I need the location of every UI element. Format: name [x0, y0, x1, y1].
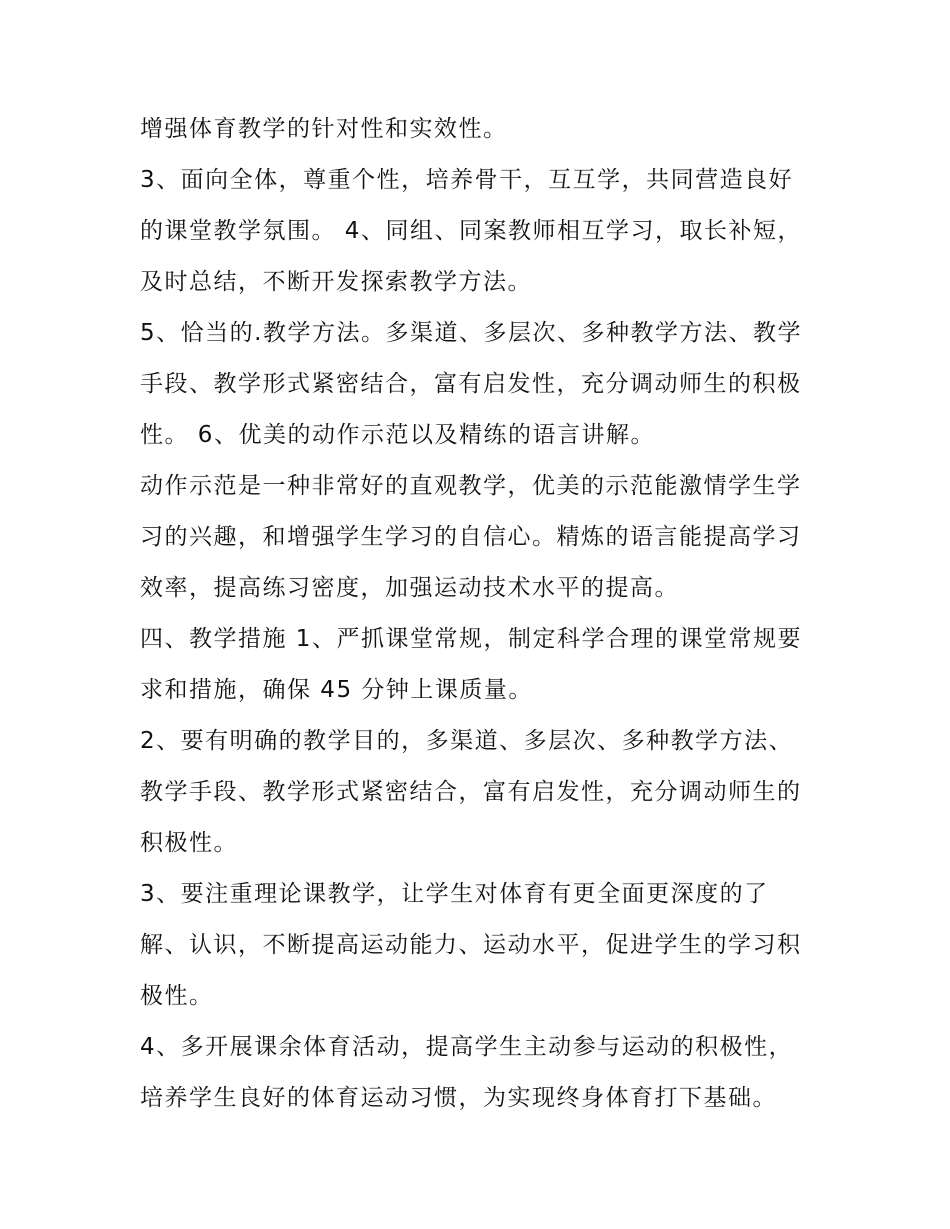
text-line: 3、面向全体，尊重个性，培养骨干，互互学，共同营造良好	[140, 167, 794, 193]
text-line: 积极性。	[140, 830, 238, 856]
text-line: 3、要注重理论课教学，让学生对体育有更全面更深度的了	[140, 881, 769, 907]
text-line: 培养学生良好的体育运动习惯，为实现终身体育打下基础。	[140, 1085, 777, 1111]
text-line: 5、恰当的.教学方法。多渠道、多层次、多种教学方法、教学	[140, 320, 802, 346]
text-line: 极性。	[140, 983, 214, 1009]
text-line: 2、要有明确的教学目的，多渠道、多层次、多种教学方法、	[140, 728, 794, 754]
text-line: 习的兴趣，和增强学生学习的自信心。精炼的语言能提高学习	[140, 524, 802, 550]
text-line: 手段、教学形式紧密结合，富有启发性，充分调动师生的积极	[140, 371, 802, 397]
text-line: 解、认识，不断提高运动能力、运动水平，促进学生的学习积	[140, 932, 802, 958]
text-line: 性。 6、优美的动作示范以及精练的语言讲解。	[140, 422, 655, 448]
text-line: 的课堂教学氛围。 4、同组、同案教师相互学习，取长补短，	[140, 218, 802, 244]
text-line: 求和措施，确保 45 分钟上课质量。	[140, 677, 533, 703]
text-line: 4、多开展课余体育活动，提高学生主动参与运动的积极性，	[140, 1034, 794, 1060]
body-text	[140, 104, 830, 1124]
text-line: 效率，提高练习密度，加强运动技术水平的提高。	[140, 575, 679, 601]
text-line: 四、教学措施 1、严抓课堂常规，制定科学合理的课堂常规要	[140, 626, 802, 652]
text-line: 教学手段、教学形式紧密结合，富有启发性，充分调动师生的	[140, 779, 802, 805]
text-line: 增强体育教学的针对性和实效性。	[140, 116, 508, 142]
text-line: 动作示范是一种非常好的直观教学，优美的示范能激情学生学	[140, 473, 802, 499]
text-line: 及时总结，不断开发探索教学方法。	[140, 269, 532, 295]
